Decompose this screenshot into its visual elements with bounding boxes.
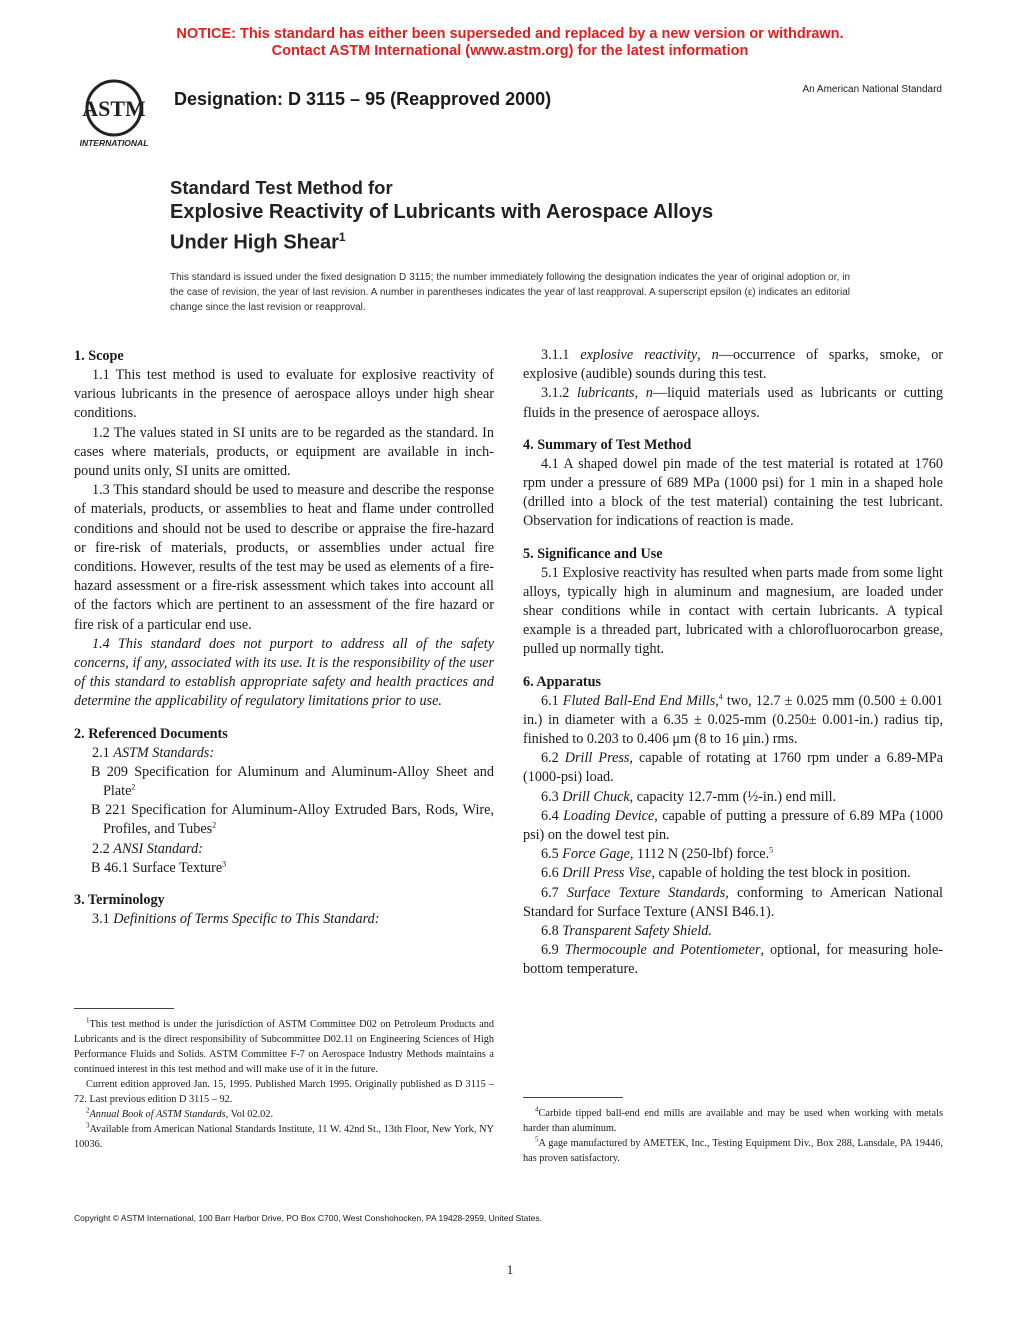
footnote-5-text: A gage manufactured by AMETEK, Inc., Testing Equipment Div., Box 288, Lansdale, PA 19446, has proven satisfactory. [523, 1138, 943, 1164]
para-1-2: 1.2 The values stated in SI units are to be regarded as the standard. In cases where materials, products, or equipment are available in inch-pound units only, SI units are omitted. [74, 424, 494, 480]
para-3-1-2-pos: n [645, 385, 653, 402]
para-3-1 [74, 910, 494, 929]
para-6-4-text: , capable of putting a pressure of 6.89 MPa (1000 psi) on the dowel test pin. [523, 807, 943, 844]
para-6-2-text: , capable of rotating at 1760 rpm under a 6.89-MPa (1000-psi) load. [523, 750, 944, 786]
para-1-3: 1.3 This standard should be used to measure and describe the response of materials, products, or assemblies to heat and flame under controlled conditions and should not be used to describe or appraise the fire-hazard or fire-risk of materials, products, or assemblies under actual fire conditions. However, results of the test may be used as elements of a fire-hazard assessment or a fire-risk assessment which takes into account all of the factors which are pertinent to an assessment of the fire hazard or fire risk of a particular end use. [74, 482, 494, 633]
para-3-1-2-num: 3.1.2 [541, 385, 578, 402]
title-line-3: Under High Shear [170, 231, 339, 254]
footnote-1-marker: 1 [86, 1016, 90, 1025]
document-title [170, 176, 713, 256]
footnote-2 [74, 1107, 494, 1122]
para-1-1: 1.1 This test method is used to evaluate for explosive reactivity of various lubricants in the presence of aerospace alloys under high shear conditions. [74, 367, 494, 422]
para-3-1-2-term: lubricants [577, 385, 635, 402]
para-6-7-num: 6.7 [541, 884, 567, 901]
para-3-1-1-num: 3.1.1 [541, 347, 581, 363]
issuance-note: This standard is issued under the fixed designation D 3115; the number immediately following the designation indicates the year of original adoption or, in the case of revision, the year of last revision. A number in parentheses indicates the year of last reapproval. A superscript epsilon (ε) indicates an editorial change since the last revision or reapproval. [170, 272, 850, 313]
reference-b46-1-sup: 3 [222, 859, 227, 869]
para-6-8 [523, 922, 943, 941]
para-3-1-1: 3.1.1 explosive reactivity, n—occurrence of sparks, smoke, or explosive (audible) sounds during this test. [523, 347, 944, 383]
para-6-4-term: Loading Device [563, 807, 655, 824]
right-column [523, 346, 943, 980]
para-6-6-text: , capable of holding the test block in position. [651, 865, 911, 882]
title-line-2: Explosive Reactivity of Lubricants with Aerospace Alloys [170, 201, 714, 223]
para-6-2-num: 6.2 [541, 750, 565, 767]
para-6-4 [523, 807, 943, 845]
left-footnote-rule [74, 1008, 174, 1009]
para-6-1-sup: 4 [718, 691, 723, 701]
footnote-4-marker: 4 [535, 1105, 539, 1114]
para-6-1-term: Fluted Ball-End End Mills, [562, 692, 719, 709]
superseded-notice [0, 26, 1020, 60]
para-6-8-num: 6.8 [541, 923, 563, 940]
para-3-1-2-text: —liquid materials used as lubricants or cutting fluids in the presence of aerospace alloys. [523, 385, 944, 421]
copyright-line: Copyright © ASTM International, 100 Barr Harbor Drive, PO Box C700, West Conshohocken, PA 19428-2959, United States. [74, 1213, 543, 1223]
para-6-5-sup: 5 [769, 845, 774, 855]
footnote-3 [74, 1122, 494, 1152]
section-heading-referenced-documents: 2. Referenced Documents [74, 725, 228, 742]
footnote-3-text: Available from American National Standards Institute, 11 W. 42nd St., 13th Floor, New York, NY 10036. [74, 1124, 494, 1150]
astm-logo-icon [68, 72, 164, 152]
para-6-9-num: 6.9 [541, 942, 565, 959]
footnote-4-text: Carbide tipped ball-end end mills are available and may be used when working with metals harder than aluminum. [523, 1108, 943, 1134]
section-heading-summary: 4. Summary of Test Method [523, 436, 692, 453]
para-5-1: 5.1 Explosive reactivity has resulted when parts made from some light alloys, typically high in aluminum and magnesium, are loaded under shear conditions while in contact with certain lubricants. A typical example is a threaded part, lubricated with a chlorofluorocarbon grease, pulled up normally tight. [523, 564, 943, 658]
designation: Designation: D 3115 – 95 (Reapproved 2000) [174, 89, 552, 109]
para-2-2 [74, 840, 494, 859]
para-6-2-term: Drill Press [564, 750, 630, 767]
para-6-7-term: Surface Texture Standards [566, 884, 726, 901]
left-footnotes [74, 1017, 494, 1152]
para-6-5-num: 6.5 [541, 846, 563, 863]
para-4-1: 4.1 A shaped dowel pin made of the test material is rotated at 1760 rpm under a pressure of 689 MPa (1000 psi) for 1 min in a shaped hole (drilled into a block of the test material) containing the test lubricant. Observation for indications of reaction is made. [523, 455, 943, 530]
para-6-6 [523, 864, 943, 883]
para-2-1-label: ASTM Standards: [113, 744, 215, 761]
para-2-1-num: 2.1 [92, 744, 114, 761]
para-3-1-1-text: —occurrence of sparks, smoke, or explosive (audible) sounds during this test. [523, 347, 944, 383]
para-1-4 [74, 635, 494, 712]
para-3-1-num: 3.1 [92, 911, 114, 928]
notice-line-2: Contact ASTM International (www.astm.org) for the latest information [271, 43, 749, 59]
para-6-9-term: Thermocouple and Potentiometer [564, 942, 761, 959]
para-6-6-num: 6.6 [541, 865, 563, 882]
reference-b209 [74, 763, 494, 801]
footnote-2-title: Annual Book of ASTM Standards [89, 1109, 226, 1120]
section-heading-significance: 5. Significance and Use [523, 545, 663, 562]
reference-b209-sup: 2 [131, 782, 136, 792]
para-6-3-term: Drill Chuck [562, 788, 630, 805]
reference-b221-sup: 2 [212, 820, 217, 830]
reference-b46-1 [74, 859, 494, 878]
para-6-5-term: Force Gage [562, 846, 630, 863]
para-6-5 [523, 845, 943, 864]
title-footnote-ref: 1 [338, 230, 346, 244]
left-column [74, 346, 494, 929]
para-6-6-term: Drill Press Vise [562, 865, 652, 882]
footnote-1-edition: Current edition approved Jan. 15, 1995. Published March 1995. Originally published as D 3115 – 72. Last previous edition D 3115 – 92. [74, 1079, 494, 1105]
para-6-7 [523, 884, 943, 922]
para-6-9 [523, 941, 943, 979]
para-2-1 [74, 744, 494, 763]
para-6-1-text: two, 12.7 ± 0.025 mm (0.500 ± 0.001 in.) in diameter with a 6.35 ± 0.025-mm (0.250± 0.001-in.) radius tip, finished to 0.203 to 0.406 μm (8 to 16 μin.) rms. [523, 692, 943, 748]
section-heading-apparatus: 6. Apparatus [523, 673, 602, 690]
para-2-2-num: 2.2 [92, 840, 114, 857]
footnote-5-marker: 5 [535, 1135, 539, 1144]
para-3-1-label: Definitions of Terms Specific to This Standard: [113, 911, 380, 928]
footnote-2-marker: 2 [86, 1106, 90, 1115]
logo-text: ASTM [82, 96, 146, 121]
section-heading-terminology: 3. Terminology [74, 892, 165, 909]
logo-subtext: INTERNATIONAL [79, 138, 149, 148]
american-national-standard: An American National Standard [802, 84, 942, 95]
para-6-4-num: 6.4 [541, 807, 564, 824]
para-6-2 [523, 749, 943, 787]
para-6-7-text: , conforming to American National Standard for Surface Texture (ANSI B46.1). [523, 884, 943, 920]
reference-b221-text: B 221 Specification for Aluminum-Alloy Extruded Bars, Rods, Wire, Profiles, and Tubes [91, 802, 494, 838]
page-number: 1 [506, 1262, 514, 1277]
para-6-3-text: , capacity 12.7-mm (½-in.) end mill. [629, 788, 837, 805]
reference-b209-text: B 209 Specification for Aluminum and Aluminum-Alloy Sheet and Plate [91, 763, 494, 800]
para-1-4-text: 1.4 This standard does not purport to address all of the safety concerns, if any, associated with its use. It is the responsibility of the user of this standard to establish appropriate safety and health practices and determine the applicability of regulatory limitations prior to use. [74, 635, 494, 710]
footnote-2-text: , Vol 02.02. [225, 1109, 274, 1120]
para-3-1-1-pos: n [711, 347, 719, 363]
para-6-1 [523, 692, 943, 750]
para-6-3 [523, 788, 943, 807]
footnote-3-marker: 3 [86, 1121, 90, 1130]
footnote-5 [523, 1136, 943, 1166]
right-footnotes [523, 1106, 943, 1166]
para-6-1-num: 6.1 [541, 692, 563, 709]
reference-b221 [74, 801, 494, 839]
notice-line-1: NOTICE: This standard has either been superseded and replaced by a new version or withdrawn. [176, 26, 844, 42]
para-6-8-term: Transparent Safety Shield. [562, 923, 712, 940]
footnote-1 [74, 1017, 494, 1077]
footnote-1-text: This test method is under the jurisdiction of ASTM Committee D02 on Petroleum Products and Lubricants and is the direct responsibility of Subcommittee D02.11 on Engineering Sciences of High Performance Fluids and Solids. ASTM Committee F-7 on Aerospace Industry Methods maintains a continued interest in this test method and will make use of it in the future. [74, 1019, 494, 1075]
title-line-1: Standard Test Method for [170, 177, 393, 198]
footnote-4 [523, 1106, 943, 1136]
para-3-1-2: 3.1.2 lubricants, n—liquid materials used as lubricants or cutting fluids in the presence of aerospace alloys. [523, 385, 944, 421]
reference-b46-1-text: B 46.1 Surface Texture [91, 859, 223, 876]
para-6-9-text: , optional, for measuring hole-bottom temperature. [523, 942, 943, 978]
right-footnote-rule [523, 1097, 623, 1098]
section-heading-scope: 1. Scope [74, 348, 124, 364]
para-3-1-1-term: explosive reactivity [580, 347, 698, 363]
para-6-3-num: 6.3 [541, 788, 563, 805]
para-6-5-text: , 1112 N (250-lbf) force. [629, 846, 770, 863]
para-2-2-label: ANSI Standard: [113, 840, 203, 857]
